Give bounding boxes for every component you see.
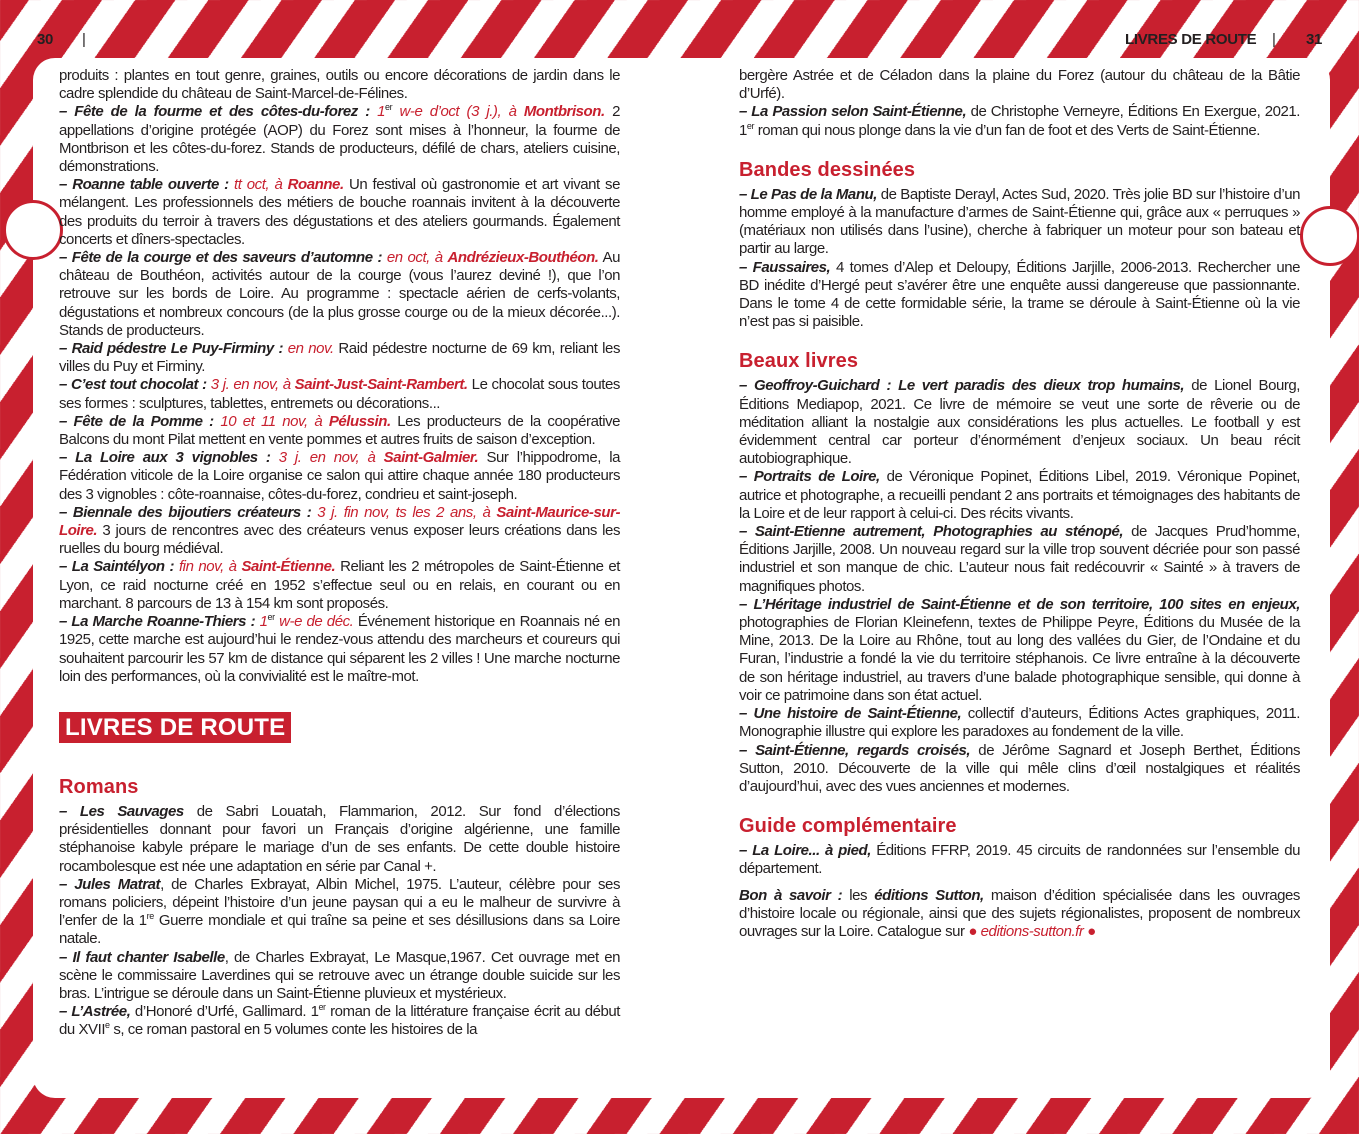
text: les [842,886,875,904]
entry-paragraph [59,803,620,876]
superscript: er [267,612,275,623]
text: Romans [59,775,139,798]
entry-date: fin nov, à [174,558,242,576]
entry-date: 3 j. fin nov, ts les 2 ans, à [311,503,497,521]
text: de Lionel Bourg, Éditions Mediapop, 2021. Ce livre de mémoire se veut une sorte de rêverie ou de méditation alliant la nostalgie aux considérations les plus actuelles. Le football y est évidemment central car porteur d’énormément d’enjeux sociaux. Un beau récit autobiographique. [739,377,1301,468]
entry-title: éditions Sutton, [874,886,984,904]
text: Reliant les 2 métropoles de Saint-Étienne et Lyon, ce raid nocturne créé en 1952 s’effectue seul ou en relais, en courant ou en marchant. 8 parcours de 13 à 154 km sont proposés. [59,558,620,612]
right-edge-tab [1300,206,1359,266]
running-head: LIVRES DE ROUTE [1125,31,1257,48]
entry-paragraph [59,103,620,176]
text: maison d’édition spécialisée dans les ouvrages d’histoire locale ou régionale, ainsi que des sujets régionalistes, proposent de nombreux ouvrages sur la Loire. Catalogue sur [739,886,1300,940]
text: collectif d’auteurs, Éditions Actes graphiques, 2011. Monographie illustre qui explore les paradoxes au fondement de la ville. [739,705,1300,741]
entry-paragraph [739,377,1300,468]
text: Beaux livres [739,350,859,373]
entry-paragraph [739,67,1300,103]
text: , de Charles Exbrayat, Albin Michel, 1975. L’auteur, célèbre pour ses romans policiers, dépeint l’histoire d’un jeune paysan qui a eu le malheur de survivre à l’enfer de la 1 [59,875,620,930]
subsection-heading [739,349,1300,373]
entry-title: – Fête de la Pomme : [59,412,214,430]
entry-date: en oct, à [382,249,448,267]
left-page-column [59,67,620,1040]
entry-paragraph [59,558,620,613]
text: s, ce roman pastoral en 5 volumes conte les histoires de la [109,1021,477,1039]
text: Guerre mondiale et qui traîne sa peine et ses désillusions dans sa Loire natale. [59,912,620,948]
entry-paragraph [739,596,1300,705]
superscript: er [318,1002,326,1013]
text: LIVRES DE ROUTE [65,713,286,741]
entry-title: – L’Astrée, [59,1003,131,1021]
text: Raid pédestre nocturne de 69 km, reliant les villes du Puy et Firminy. [59,340,620,376]
text: de Jérôme Sagnard et Joseph Berthet, Éditions Sutton, 2010. Découverte de la ville qui mêle clins d’œil nostalgiques et réalités d’aujourd’hui, avec des vues anciennes et modernes. [739,741,1300,795]
text: bergère Astrée et de Céladon dans la plaine du Forez (autour du château de la Bâtie d’Urfé). [739,67,1300,103]
section-banner [59,712,291,743]
superscript: er [746,120,755,131]
entry-paragraph [739,103,1300,139]
entry-date: tt oct, à [228,176,288,194]
text: de Véronique Popinet, Éditions Libel, 2019. Véronique Popinet, autrice et photographe, a recueilli pendant 2 ans portraits et témoignages des habitants de la Loire et de leur rapport à celui-ci. Des récits vivants. [739,468,1300,522]
text: Au château de Bouthéon, activités autour de la courge (vous l’aurez deviné !), que l’on retrouve sur les bords de Loire. Au programme : spectacle aérien de cerfs-volants, dégustations et nombreux concours (de la plus grosse courge ou de la mieux décorée...). Stands de producteurs. [59,249,620,339]
entry-date: en nov. [283,340,334,358]
entry-title: – Saint-Etienne autrement, Photographies au sténopé, [739,523,1124,541]
superscript: e [105,1020,110,1031]
text: roman de la littérature française écrit au début du XVII [59,1003,620,1039]
entry-paragraph [59,613,620,686]
entry-paragraph [59,949,620,1004]
entry-title: – La Loire aux 3 vignobles : [59,449,271,467]
entry-paragraph [739,468,1300,523]
entry-paragraph [59,340,620,376]
superscript: re [146,911,154,922]
entry-paragraph [59,1003,620,1039]
entry-title: – Fête de la courge et des saveurs d’automne : [59,249,383,267]
text: Guide complémentaire [739,815,957,838]
left-page-number: 30 [37,31,54,48]
text: 2 appellations d’origine protégée (AOP) du Forez sont mises à l’honneur, la fourme de Montbrison et les côtes-du-forez. Stands de producteurs, défilé de chars, ateliers cuisine, démonstrations. [59,103,620,176]
text: Un festival où gastronomie et art vivant se mélangent. Les professionnels des métiers de bouche roannais invitent à la découverte des produits du terroir à travers des dégustations et des ateliers gourmands. Également concerts et dîners-spectacles. [59,176,620,248]
text: Les producteurs de la coopérative Balcons du mont Pilat mettent en vente pommes et autres fruits de saison d’exception. [59,412,621,449]
text: Événement historique en Roannais né en 1925, cette marche est aujourd’hui le rendez-vous attendu des marcheurs et coureurs qui souhaitent parcourir les 57 km de distance qui séparent les 2 villes ! Une marche nocturne loin des performances, où la convivialité est le maître-mot. [59,613,620,685]
entry-title: – Une histoire de Saint-Étienne, [739,705,962,723]
entry-paragraph [739,842,1300,878]
entry-title: – Faussaires, [739,258,831,276]
entry-place: Montbrison. [523,103,605,121]
entry-paragraph [739,186,1300,259]
entry-paragraph [59,876,620,949]
entry-date: w-e d’oct (3 j.), à [392,103,524,121]
entry-paragraph [59,376,620,412]
entry-place: Andrézieux-Bouthéon. [447,249,599,267]
text: 4 tomes d’Alep et Deloupy, Éditions Jarjille, 2006-2013. Rechercher une BD inédite d’Hergé peut s’avérer être une enquête aussi dangereuse que passionnante. Dans le tome 4 de cette formidable série, la trame se déroule à Saint-Étienne où la vie n’est pas si paisible. [739,258,1300,331]
website-link[interactable]: ● editions-sutton.fr ● [968,922,1096,940]
entry-title: – Fête de la fourme et des côtes-du-forez : [59,103,370,121]
entry-paragraph [59,413,620,449]
entry-place: Saint-Étienne. [241,558,336,576]
entry-title: – C’est tout chocolat : [59,376,207,394]
entry-title: – Raid pédestre Le Puy-Firminy : [59,340,284,358]
entry-place: Saint-Galmier. [383,449,479,467]
entry-title: – Saint-Étienne, regards croisés, [739,741,971,759]
entry-paragraph [739,742,1300,797]
folio-separator: | [1272,31,1276,48]
entry-paragraph [739,523,1300,596]
tip-paragraph [739,887,1300,942]
entry-date: 3 j. en nov, à [270,449,384,467]
entry-title: – L’Héritage industriel de Saint-Étienne et de son territoire, 100 sites en enjeux, [739,595,1300,613]
text: de Baptiste Derayl, Actes Sud, 2020. Très jolie BD sur l’histoire d’un homme employé à la manufacture d’armes de Saint-Étienne qui, grâce aux « perruques » (matériaux non utilisés dans l’usine), cherche à fabriquer un moteur pour son bateau et partir au large. [739,185,1300,258]
entry-title: – La Saintélyon : [59,558,175,576]
entry-title: – Roanne table ouverte : [59,176,229,194]
folio-separator: | [82,31,86,48]
entry-title: – Les Sauvages [59,802,184,820]
entry-title: – Geoffroy-Guichard : Le vert paradis des dieux trop humains, [739,377,1185,395]
text: photographies de Florian Kleinefenn, textes de Philippe Peyre, Éditions du Musée de la Mine, 2013. De la Loire au Rhône, tout au long des vallées du Gier, de l’Ondaine et du Furan, l’industrie a fondé la vie du territoire stéphanois. Ce livre entraîne à la découverte de son héritage industriel, au travers d’une balade photographique sensible, qui donne à voir ce patrimoine dans son état actuel. [739,614,1300,704]
right-page-number: 31 [1306,31,1323,48]
entry-date: 1 [255,613,268,631]
text: roman qui nous plonge dans la vie d’un fan de foot et des Verts de Saint-Étienne. [754,121,1260,139]
subsection-heading [59,775,620,799]
entry-place: Roanne. [287,176,344,194]
entry-title: – La Marche Roanne-Thiers : [59,613,256,631]
entry-title: – Biennale des bijoutiers créateurs : [59,503,312,521]
entry-place: Saint-Maurice-sur-Loire. [59,503,621,540]
entry-title: – Portraits de Loire, [739,468,880,486]
subsection-heading [739,158,1300,182]
entry-title: – Jules Matrat [59,875,161,893]
text: Bandes dessinées [739,158,916,181]
text: 3 jours de rencontres avec des créateurs venus exposer leurs créations dans les ruelles du bourg médiéval. [59,522,620,558]
text: de Christophe Verneyre, Éditions En Exergue, 2021. 1 [739,103,1300,139]
subsection-heading [739,814,1300,838]
entry-title: – La Loire... à pied, [739,842,871,860]
entry-place: Saint-Just-Saint-Rambert. [294,376,468,394]
entry-place: Pélussin. [328,412,391,430]
text: Le chocolat sous toutes ses formes : sculptures, tablettes, entremets ou décorations... [59,376,620,412]
entry-date: w-e de déc. [274,613,354,631]
entry-paragraph [59,176,620,249]
entry-title: – La Passion selon Saint-Étienne, [739,103,967,121]
text: de Sabri Louatah, Flammarion, 2012. Sur fond d’élections présidentielles donnant pour favori un Français d’origine algérienne, une famille stéphanoise kabyle prépare le mariage d’un de ses enfants. De cette double histoire rocambolesque est née une adaptation en série par Canal +. [59,802,620,875]
entry-paragraph [59,249,620,340]
right-page-column [739,67,1300,941]
left-edge-tab [3,200,63,260]
text: Éditions FFRP, 2019. 45 circuits de randonnées sur l’ensemble du département. [739,842,1300,878]
entry-title: – Le Pas de la Manu, [739,185,877,203]
entry-paragraph [739,259,1300,332]
entry-title: Bon à savoir : [739,886,843,904]
entry-paragraph [59,504,620,559]
text: d’Honoré d’Urfé, Gallimard. 1 [130,1003,319,1021]
superscript: er [385,102,393,113]
entry-paragraph [59,449,620,504]
text: produits : plantes en tout genre, graines, outils ou encore décorations de jardin dans le cadre splendide du château de Saint-Marcel-de-Félines. [59,67,620,103]
entry-date: 10 et 11 nov, à [213,412,329,430]
entry-date: 1 [369,103,386,121]
entry-date: 3 j. en nov, à [206,376,295,394]
text: , de Charles Exbrayat, Le Masque,1967. Cet ouvrage met en scène le commissaire Laverdines qui se retrouve avec un étrange double suicide sur les bras. L’intrigue se déroule dans un Saint-Étienne pluvieux et mystérieux. [59,948,620,1002]
entry-paragraph [739,705,1300,741]
entry-title: – Il faut chanter Isabelle [59,948,225,966]
entry-paragraph [59,67,620,103]
text: Sur l’hippodrome, la Fédération viticole de la Loire organise ce salon qui attire chaque année 180 producteurs des 3 vignobles : côte-roannaise, côtes-du-forez, condrieu et saint-joseph. [59,449,620,503]
text: de Jacques Prud’homme, Éditions Jarjille, 2008. Un nouveau regard sur la ville trop souvent décriée pour son passé industriel et son manque de chic. L’auteur nous fait redécouvrir « Sainté » à travers de magnifiques photos. [739,523,1300,595]
